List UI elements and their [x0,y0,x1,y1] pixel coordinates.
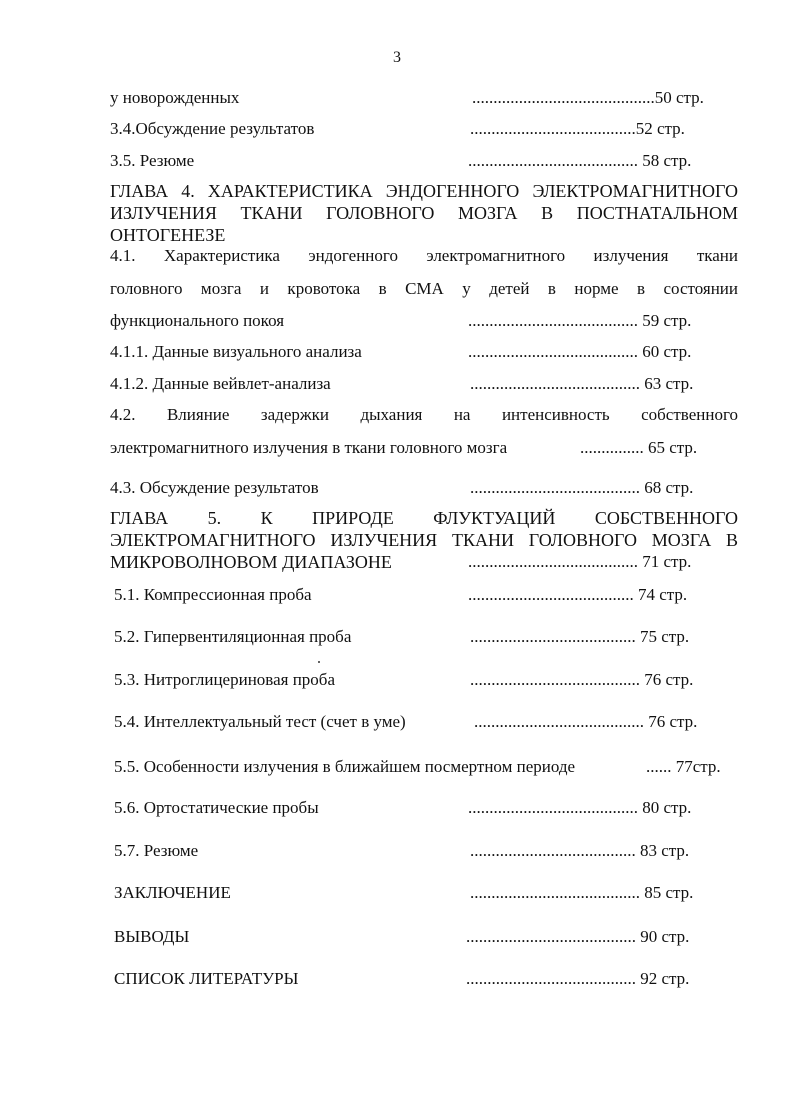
toc-entry-line: 4.2. Влияние задержки дыхания на интенсивность собственного [110,405,738,424]
chapter-heading-line: МИКРОВОЛНОВОМ ДИАПАЗОНЕ [110,552,392,572]
chapter-heading-line: ГЛАВА 4. ХАРАКТЕРИСТИКА ЭНДОГЕННОГО ЭЛЕКТРОМАГНИТНОГО [110,181,738,201]
toc-entry-title: электромагнитного излучения в ткани головного мозга [110,438,508,457]
toc-entry-title: функционального покоя [110,311,285,330]
toc-entry-title: 4.1.1. Данные визуального анализа [110,342,362,361]
page-number: 3 [393,49,401,66]
toc-entry-page: ........................................ 80 стр. [468,798,692,817]
chapter-heading-line: ИЗЛУЧЕНИЯ ТКАНИ ГОЛОВНОГО МОЗГА В ПОСТНАТАЛЬНОМ [110,203,738,223]
toc-entry-page: ........................................ 76 стр. [470,670,694,689]
toc-entry-page: ........................................ 60 стр. [468,342,692,361]
toc-entry-page: ........................................ 85 стр. [470,883,694,902]
toc-entry-title: 5.2. Гипервентиляционная проба [114,627,352,646]
toc-entry-page: ........................................ 63 стр. [470,374,694,393]
toc-entry-page: ...... 77стр. [646,757,721,776]
chapter-heading-line: ЭЛЕКТРОМАГНИТНОГО ИЗЛУЧЕНИЯ ТКАНИ ГОЛОВНОГО МОЗГА В [110,530,738,550]
toc-entry-title: 4.3. Обсуждение результатов [110,478,319,497]
toc-entry-line: 4.1. Характеристика эндогенного электромагнитного излучения ткани [110,246,738,265]
toc-entry-title: СПИСОК ЛИТЕРАТУРЫ [114,969,299,988]
toc-entry-page: ........................................ 59 стр. [468,311,692,330]
toc-entry-page: ........................................ 90 стр. [466,927,690,946]
toc-entry-page: ........................................ 76 стр. [474,712,698,731]
toc-entry-title: 4.1.2. Данные вейвлет-анализа [110,374,331,393]
chapter-heading-line: ОНТОГЕНЕЗЕ [110,225,226,245]
toc-entry-line: головного мозга и кровотока в СМА у детей в норме в состоянии [110,279,738,298]
toc-entry-title: 5.3. Нитроглицериновая проба [114,670,335,689]
toc-entry-title: у новорожденных [110,88,240,107]
toc-entry-title: 5.7. Резюме [114,841,199,860]
toc-entry-page: ........................................ 71 стр. [468,552,692,571]
toc-entry-title: ВЫВОДЫ [114,927,190,946]
toc-entry-title: 5.5. Особенности излучения в ближайшем посмертном периоде [114,757,576,776]
toc-entry-page: ....................................... 83 стр. [470,841,690,860]
toc-entry-title: 5.6. Ортостатические пробы [114,798,319,817]
toc-entry-page: ....................................... 75 стр. [470,627,690,646]
stray-dot [318,661,320,663]
toc-entry-page: ........................................ 68 стр. [470,478,694,497]
toc-entry-title: 3.4.Обсуждение результатов [110,119,315,138]
toc-entry-title: 3.5. Резюме [110,151,195,170]
toc-entry-page: ........................................ 58 стр. [468,151,692,170]
chapter-heading-line: ГЛАВА 5. К ПРИРОДЕ ФЛУКТУАЦИЙ СОБСТВЕННОГО [110,508,738,528]
toc-entry-title: 5.4. Интеллектуальный тест (счет в уме) [114,712,406,731]
toc-entry-title: 5.1. Компрессионная проба [114,585,312,604]
toc-entry-title: ЗАКЛЮЧЕНИЕ [114,883,231,902]
toc-entry-page: ...........................................50 стр. [472,88,704,107]
toc-entry-page: ....................................... 74 стр. [468,585,688,604]
toc-entry-page: ............... 65 стр. [580,438,698,457]
toc-entry-page: .......................................52 стр. [470,119,685,138]
toc-entry-page: ........................................ 92 стр. [466,969,690,988]
